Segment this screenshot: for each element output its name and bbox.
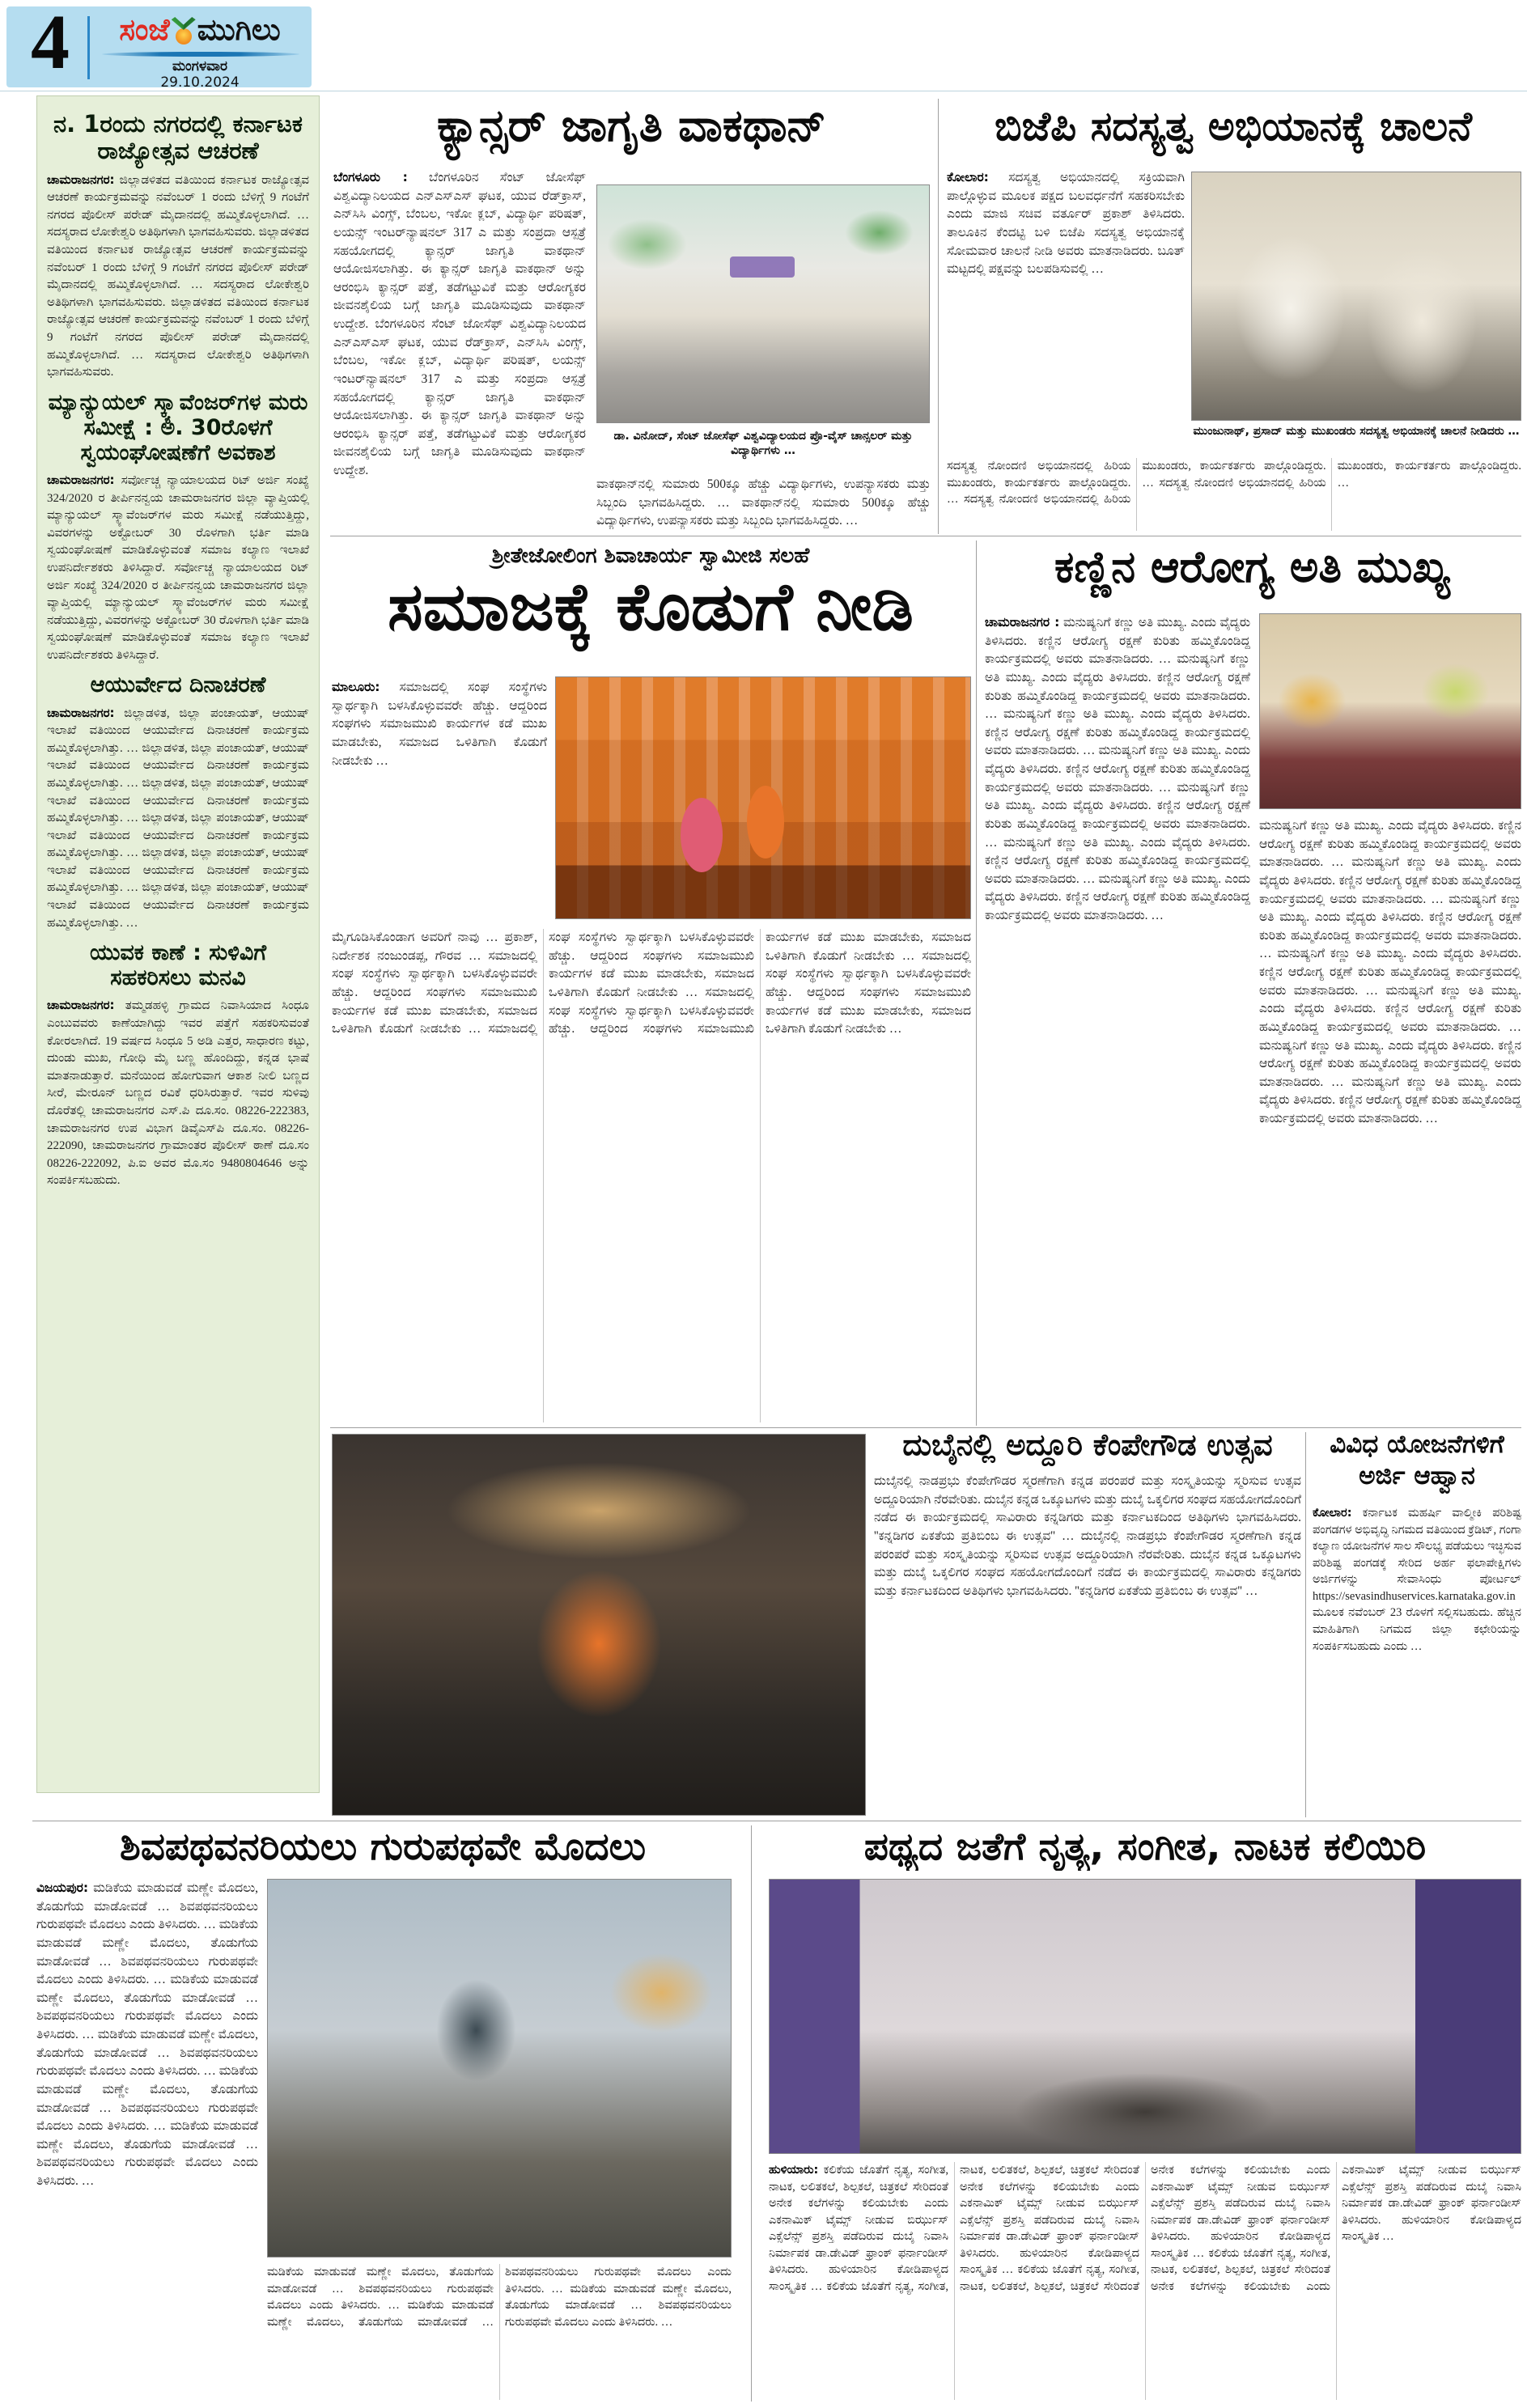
saree-figure: [681, 798, 723, 872]
article-headline: ಯುವಕ ಕಾಣೆ : ಸುಳಿವಿಗೆ ಸಹಕರಿಸಲು ಮನವಿ: [89, 940, 267, 991]
article-scavenger-survey: [47, 390, 309, 665]
dateline: ವಿಜಯಪುರ:: [36, 1880, 89, 1895]
shiva-body-columns: ಮಡಿಕೆಯ ಮಾಡುವಡೆ ಮಣ್ಣೇ ಮೊದಲು, ತೊಡುಗೆಯ ಮಾಡೋವಡೆ … ಶಿವಪಥವನರಿಯಲು ಗುರುಪಥವೇ ಮೊದಲು ಎಂದು ತಿಳಿಸಿದರು. … ಮಡಿಕೆಯ ಮಾಡುವಡೆ ಮಣ್ಣೇ ಮೊದಲು, ತೊಡುಗೆಯ ಮಾಡೋವಡೆ … ಶಿವಪಥವನರಿಯಲು ಗುರುಪಥವೇ ಮೊದಲು ಎಂದು ತಿಳಿಸಿದರು. … ಮಡಿಕೆಯ ಮಾಡುವಡೆ ಮಣ್ಣೇ ಮೊದಲು, ತೊಡುಗೆಯ ಮಾಡೋವಡೆ … ಶಿವಪಥವನರಿಯಲು ಗುರುಪಥವೇ ಮೊದಲು ಎಂದು ತಿಳಿಸಿದರು. …: [267, 2266, 732, 2329]
dubai-photo: [332, 1434, 866, 1816]
dubai-headline: ದುಬೈನಲ್ಲಿ ಅದ್ದೂರಿ ಕೆಂಪೇಗೌಡ ಉತ್ಸವ: [902, 1429, 1273, 1462]
bjp-photo: [1191, 172, 1521, 421]
article-rajyotsava: [47, 111, 309, 382]
article-missing-person: [47, 940, 309, 1190]
edition-day: ಮಂಗಳವಾರ: [172, 58, 228, 74]
bjp-body-more: ಸದಸ್ಯತ್ವ ನೋಂದಣಿ ಅಭಿಯಾನದಲ್ಲಿ ಹಿರಿಯ ಮುಖಂಡರು, ಕಾರ್ಯಕರ್ತರು ಪಾಲ್ಗೊಂಡಿದ್ದರು. … ಸದಸ್ಯತ್ವ ನೋಂದಣಿ ಅಭಿಯಾನದಲ್ಲಿ ಹಿರಿಯ ಮುಖಂಡರು, ಕಾರ್ಯಕರ್ತರು ಪಾಲ್ಗೊಂಡಿದ್ದರು. … ಸದಸ್ಯತ್ವ ನೋಂದಣಿ ಅಭಿಯಾನದಲ್ಲಿ ಹಿರಿಯ ಮುಖಂಡರು, ಕಾರ್ಯಕರ್ತರು ಪಾಲ್ಗೊಂಡಿದ್ದರು. …: [947, 460, 1521, 507]
bjp-headline: ಬಿಜೆಪಿ ಸದಸ್ಯತ್ವ ಅಭಿಯಾನಕ್ಕೆ ಚಾಲನೆ: [994, 105, 1473, 150]
masthead-divider: [87, 16, 90, 79]
article-ayurveda-day: [47, 672, 309, 932]
dateline: ಹುಳಿಯಾರು:: [769, 2164, 819, 2177]
paper-name-black: ಮುಗಿಲು: [197, 12, 281, 47]
column-rule: [976, 541, 977, 1426]
samaja-body-intro: ಮಾಲೂರು: ಸಮಾಜದಲ್ಲಿ ಸಂಘ ಸಂಸ್ಥೆಗಳು ಸ್ವಾರ್ಥಕ್ಕಾಗಿ ಬಳಸಿಕೊಳ್ಳುವವರೇ ಹೆಚ್ಚು. ಆದ್ದರಿಂದ ಸಂಘಗಳು ಸಮಾಜಮುಖಿ ಕಾರ್ಯಗಳ ಕಡೆ ಮುಖ ಮಾಡಬೇಕು, ಸಮಾಜದ ಒಳಿತಿಗಾಗಿ ಕೊಡುಗೆ ನೀಡಬೇಕು …: [332, 680, 547, 768]
cancer-body-more: ವಾಕಥಾನ್‌ನಲ್ಲಿ ಸುಮಾರು 500ಕ್ಕೂ ಹೆಚ್ಚು ವಿದ್ಯಾರ್ಥಿಗಳು, ಉಪನ್ಯಾಸಕರು ಮತ್ತು ಸಿಬ್ಬಂದಿ ಭಾಗವಹಿಸಿದ್ದರು. … ವಾಕಥಾನ್‌ನಲ್ಲಿ ಸುಮಾರು 500ಕ್ಕೂ ಹೆಚ್ಚು ವಿದ್ಯಾರ್ಥಿಗಳು, ಉಪನ್ಯಾಸಕರು ಮತ್ತು ಸಿಬ್ಬಂದಿ ಭಾಗವಹಿಸಿದ್ದರು. …: [596, 477, 931, 528]
yojane-headline: ವಿವಿಧ ಯೋಜನೆಗಳಿಗೆ ಅರ್ಜಿ ಆಹ್ವಾನ: [1330, 1430, 1504, 1490]
cancer-photo: [596, 184, 930, 423]
dubai-body: ದುಬೈನಲ್ಲಿ ನಾಡಪ್ರಭು ಕೆಂಪೇಗೌಡರ ಸ್ಮರಣೆಗಾಗಿ ಕನ್ನಡ ಪರಂಪರೆ ಮತ್ತು ಸಂಸ್ಕೃತಿಯನ್ನು ಸ್ಮರಿಸುವ ಉತ್ಸವ ಅದ್ದೂರಿಯಾಗಿ ನೆರವೇರಿತು. ದುಬೈನ ಕನ್ನಡ ಒಕ್ಕೂಟಗಳು ಮತ್ತು ದುಬೈ ಒಕ್ಕಲಿಗರ ಸಂಘದ ಸಹಯೋಗದೊಂದಿಗೆ ನಡೆದ ಈ ಕಾರ್ಯಕ್ರಮದಲ್ಲಿ ಸಾವಿರಾರು ಕನ್ನಡಿಗರು ಮತ್ತು ಕರ್ನಾಟಕದಿಂದ ಅತಿಥಿಗಳು ಭಾಗವಹಿಸಿದರು. ''ಕನ್ನಡಿಗರ ಏಕತೆಯ ಪ್ರತಿಬಿಂಬ ಈ ಉತ್ಸವ'' … ದುಬೈನಲ್ಲಿ ನಾಡಪ್ರಭು ಕೆಂಪೇಗೌಡರ ಸ್ಮರಣೆಗಾಗಿ ಕನ್ನಡ ಪರಂಪರೆ ಮತ್ತು ಸಂಸ್ಕೃತಿಯನ್ನು ಸ್ಮರಿಸುವ ಉತ್ಸವ ಅದ್ದೂರಿಯಾಗಿ ನೆರವೇರಿತು. ದುಬೈನ ಕನ್ನಡ ಒಕ್ಕೂಟಗಳು ಮತ್ತು ದುಬೈ ಒಕ್ಕಲಿಗರ ಸಂಘದ ಸಹಯೋಗದೊಂದಿಗೆ ನಡೆದ ಈ ಕಾರ್ಯಕ್ರಮದಲ್ಲಿ ಸಾವಿರಾರು ಕನ್ನಡಿಗರು ಮತ್ತು ಕರ್ನಾಟಕದಿಂದ ಅತಿಥಿಗಳು ಭಾಗವಹಿಸಿದರು. ''ಕನ್ನಡಿಗರ ಏಕತೆಯ ಪ್ರತಿಬಿಂಬ ಈ ಉತ್ಸವ'' …: [874, 1474, 1301, 1598]
column-rule: [751, 1825, 752, 2402]
article-headline: ನ. 1ರಂದು ನಗರದಲ್ಲಿ ಕರ್ನಾಟಕ ರಾಜ್ಯೋತ್ಸವ ಆಚರಣೆ: [53, 110, 303, 165]
article-headline: ಮ್ಯಾನ್ಯುಯಲ್ ಸ್ಕ್ಯಾವೆಂಜರ್‌ಗಳ ಮರು ಸಮೀಕ್ಷೆ : ಅ. 30ರೊಳಗೆ ಸ್ವಯಂಘೋಷಣೆಗೆ ಅವಕಾಶ: [48, 389, 308, 465]
left-rail: [36, 95, 320, 1793]
samaja-headline: ಸಮಾಜಕ್ಕೆ ಕೊಡುಗೆ ನೀಡಿ: [388, 573, 914, 646]
dateline: ಬೆಂಗಳೂರು :: [333, 170, 408, 184]
paper-name-red: ಸಂಜೆ: [119, 12, 170, 47]
pathya-photo: [769, 1879, 1521, 2154]
page-number: 4: [31, 0, 70, 85]
article-body: ಚಾಮರಾಜನಗರ: ಸರ್ವೋಚ್ಚ ನ್ಯಾಯಾಲಯದ ರಿಟ್ ಅರ್ಜಿ ಸಂಖ್ಯೆ 324/2020 ರ ತೀರ್ಪಿನನ್ವಯ ಚಾಮರಾಜನಗರ ಜಿಲ್ಲಾ ವ್ಯಾಪ್ತಿಯಲ್ಲಿ ಮ್ಯಾನ್ಯುಯಲ್ ಸ್ಕ್ಯಾವೆಂಜರ್‌ಗಳ ಮರು ಸಮೀಕ್ಷೆ ನಡೆಯುತ್ತಿದ್ದು, ವಿವರಗಳನ್ನು ಅಕ್ಟೋಬರ್ 30 ರೊಳಗಾಗಿ ಭರ್ತಿ ಮಾಡಿ ಸ್ವಯಂಘೋಷಣೆ ಮಾಡಿಕೊಳ್ಳುವಂತೆ ಸಮಾಜ ಕಲ್ಯಾಣ ಇಲಾಖೆ ಉಪನಿರ್ದೇಶಕರು ತಿಳಿಸಿದ್ದಾರೆ. ಸರ್ವೋಚ್ಚ ನ್ಯಾಯಾಲಯದ ರಿಟ್ ಅರ್ಜಿ ಸಂಖ್ಯೆ 324/2020 ರ ತೀರ್ಪಿನನ್ವಯ ಚಾಮರಾಜನಗರ ಜಿಲ್ಲಾ ವ್ಯಾಪ್ತಿಯಲ್ಲಿ ಮ್ಯಾನ್ಯುಯಲ್ ಸ್ಕ್ಯಾವೆಂಜರ್‌ಗಳ ಮರು ಸಮೀಕ್ಷೆ ನಡೆಯುತ್ತಿದ್ದು, ವಿವರಗಳನ್ನು ಅಕ್ಟೋಬರ್ 30 ರೊಳಗಾಗಿ ಭರ್ತಿ ಮಾಡಿ ಸ್ವಯಂಘೋಷಣೆ ಮಾಡಿಕೊಳ್ಳುವಂತೆ ಸಮಾಜ ಕಲ್ಯಾಣ ಇಲಾಖೆ ಉಪನಿರ್ದೇಶಕರು ತಿಳಿಸಿದ್ದಾರೆ.: [47, 472, 309, 662]
bjp-photo-caption: ಮುಂಜುನಾಥ್, ಪ್ರಸಾದ್ ಮತ್ತು ಮುಖಂಡರು ಸದಸ್ಯತ್ವ ಅಭಿಯಾನಕ್ಕೆ ಚಾಲನೆ ನೀಡಿದರು …: [1193, 425, 1520, 438]
dateline: ಮಾಲೂರು:: [332, 680, 380, 694]
cancer-photo-caption: ಡಾ. ವಿನೋದ್, ಸೆಂಟ್ ಜೋಸೆಫ್ ವಿಶ್ವವಿದ್ಯಾಲಯದ ಪ್ರೊ-ವೈಸ್ ಚಾನ್ಸಲರ್ ಮತ್ತು ವಿದ್ಯಾರ್ಥಿಗಳು …: [613, 430, 913, 458]
bjp-body: ಕೋಲಾರ: ಸದಸ್ಯತ್ವ ಅಭಿಯಾನದಲ್ಲಿ ಸಕ್ರಿಯವಾಗಿ ಪಾಲ್ಗೊಳ್ಳುವ ಮೂಲಕ ಪಕ್ಷದ ಬಲವರ್ಧನೆಗೆ ಸಹಕರಿಸಬೇಕು ಎಂದು ಮಾಜಿ ಸಚಿವ ವರ್ತೂರ್ ಪ್ರಕಾಶ್ ತಿಳಿಸಿದರು. ತಾಲೂಕಿನ ಕೆಂದಟ್ಟಿ ಬಳಿ ಬಿಜೆಪಿ ಸದಸ್ಯತ್ವ ಅಭಿಯಾನಕ್ಕೆ ಸೋಮವಾರ ಚಾಲನೆ ನೀಡಿ ಅವರು ಮಾತನಾಡಿದರು. ಬೂತ್ ಮಟ್ಟದಲ್ಲಿ ಪಕ್ಷವನ್ನು ಬಲಪಡಿಸುವಲ್ಲಿ …: [947, 170, 1185, 277]
cancer-headline: ಕ್ಯಾನ್ಸರ್ ಜಾಗೃತಿ ವಾಕಥಾನ್: [437, 102, 826, 151]
article-body: ಚಾಮರಾಜನಗರ: ಜಿಲ್ಲಾಡಳಿತ, ಜಿಲ್ಲಾ ಪಂಚಾಯತ್, ಆಯುಷ್ ಇಲಾಖೆ ವತಿಯಿಂದ ಆಯುರ್ವೇದ ದಿನಾಚರಣೆ ಕಾರ್ಯಕ್ರಮ ಹಮ್ಮಿಕೊಳ್ಳಲಾಗಿತ್ತು. … ಜಿಲ್ಲಾಡಳಿತ, ಜಿಲ್ಲಾ ಪಂಚಾಯತ್, ಆಯುಷ್ ಇಲಾಖೆ ವತಿಯಿಂದ ಆಯುರ್ವೇದ ದಿನಾಚರಣೆ ಕಾರ್ಯಕ್ರಮ ಹಮ್ಮಿಕೊಳ್ಳಲಾಗಿತ್ತು. … ಜಿಲ್ಲಾಡಳಿತ, ಜಿಲ್ಲಾ ಪಂಚಾಯತ್, ಆಯುಷ್ ಇಲಾಖೆ ವತಿಯಿಂದ ಆಯುರ್ವೇದ ದಿನಾಚರಣೆ ಕಾರ್ಯಕ್ರಮ ಹಮ್ಮಿಕೊಳ್ಳಲಾಗಿತ್ತು. … ಜಿಲ್ಲಾಡಳಿತ, ಜಿಲ್ಲಾ ಪಂಚಾಯತ್, ಆಯುಷ್ ಇಲಾಖೆ ವತಿಯಿಂದ ಆಯುರ್ವೇದ ದಿನಾಚರಣೆ ಕಾರ್ಯಕ್ರಮ ಹಮ್ಮಿಕೊಳ್ಳಲಾಗಿತ್ತು. … ಜಿಲ್ಲಾಡಳಿತ, ಜಿಲ್ಲಾ ಪಂಚಾಯತ್, ಆಯುಷ್ ಇಲಾಖೆ ವತಿಯಿಂದ ಆಯುರ್ವೇದ ದಿನಾಚರಣೆ ಕಾರ್ಯಕ್ರಮ ಹಮ್ಮಿಕೊಳ್ಳಲಾಗಿತ್ತು. … ಜಿಲ್ಲಾಡಳಿತ, ಜಿಲ್ಲಾ ಪಂಚಾಯತ್, ಆಯುಷ್ ಇಲಾಖೆ ವತಿಯಿಂದ ಆಯುರ್ವೇದ ದಿನಾಚರಣೆ ಕಾರ್ಯಕ್ರಮ ಹಮ್ಮಿಕೊಳ್ಳಲಾಗಿತ್ತು. …: [47, 705, 309, 930]
dateline: ಚಾಮರಾಜನಗರ:: [47, 705, 115, 720]
eye-body-col1: ಚಾಮರಾಜನಗರ : ಮನುಷ್ಯನಿಗೆ ಕಣ್ಣು ಅತಿ ಮುಖ್ಯ. ಎಂದು ವೈದ್ಯರು ತಿಳಿಸಿದರು. ಕಣ್ಣಿನ ಆರೋಗ್ಯ ರಕ್ಷಣೆ ಕುರಿತು ಹಮ್ಮಿಕೊಂಡಿದ್ದ ಕಾರ್ಯಕ್ರಮದಲ್ಲಿ ಅವರು ಮಾತನಾಡಿದರು. … ಮನುಷ್ಯನಿಗೆ ಕಣ್ಣು ಅತಿ ಮುಖ್ಯ. ಎಂದು ವೈದ್ಯರು ತಿಳಿಸಿದರು. ಕಣ್ಣಿನ ಆರೋಗ್ಯ ರಕ್ಷಣೆ ಕುರಿತು ಹಮ್ಮಿಕೊಂಡಿದ್ದ ಕಾರ್ಯಕ್ರಮದಲ್ಲಿ ಅವರು ಮಾತನಾಡಿದರು. … ಮನುಷ್ಯನಿಗೆ ಕಣ್ಣು ಅತಿ ಮುಖ್ಯ. ಎಂದು ವೈದ್ಯರು ತಿಳಿಸಿದರು. ಕಣ್ಣಿನ ಆರೋಗ್ಯ ರಕ್ಷಣೆ ಕುರಿತು ಹಮ್ಮಿಕೊಂಡಿದ್ದ ಕಾರ್ಯಕ್ರಮದಲ್ಲಿ ಅವರು ಮಾತನಾಡಿದರು. … ಮನುಷ್ಯನಿಗೆ ಕಣ್ಣು ಅತಿ ಮುಖ್ಯ. ಎಂದು ವೈದ್ಯರು ತಿಳಿಸಿದರು. ಕಣ್ಣಿನ ಆರೋಗ್ಯ ರಕ್ಷಣೆ ಕುರಿತು ಹಮ್ಮಿಕೊಂಡಿದ್ದ ಕಾರ್ಯಕ್ರಮದಲ್ಲಿ ಅವರು ಮಾತನಾಡಿದರು. … ಮನುಷ್ಯನಿಗೆ ಕಣ್ಣು ಅತಿ ಮುಖ್ಯ. ಎಂದು ವೈದ್ಯರು ತಿಳಿಸಿದರು. ಕಣ್ಣಿನ ಆರೋಗ್ಯ ರಕ್ಷಣೆ ಕುರಿತು ಹಮ್ಮಿಕೊಂಡಿದ್ದ ಕಾರ್ಯಕ್ರಮದಲ್ಲಿ ಅವರು ಮಾತನಾಡಿದರು. … ಮನುಷ್ಯನಿಗೆ ಕಣ್ಣು ಅತಿ ಮುಖ್ಯ. ಎಂದು ವೈದ್ಯರು ತಿಳಿಸಿದರು. ಕಣ್ಣಿನ ಆರೋಗ್ಯ ರಕ್ಷಣೆ ಕುರಿತು ಹಮ್ಮಿಕೊಂಡಿದ್ದ ಕಾರ್ಯಕ್ರಮದಲ್ಲಿ ಅವರು ಮಾತನಾಡಿದರು. … ಮನುಷ್ಯನಿಗೆ ಕಣ್ಣು ಅತಿ ಮುಖ್ಯ. ಎಂದು ವೈದ್ಯರು ತಿಳಿಸಿದರು. ಕಣ್ಣಿನ ಆರೋಗ್ಯ ರಕ್ಷಣೆ ಕುರಿತು ಹಮ್ಮಿಕೊಂಡಿದ್ದ ಕಾರ್ಯಕ್ರಮದಲ್ಲಿ ಅವರು ಮಾತನಾಡಿದರು. …: [985, 615, 1250, 922]
column-rule: [1305, 1432, 1306, 1817]
section-rule: [330, 1427, 1521, 1428]
eye-body-col2: ಮನುಷ್ಯನಿಗೆ ಕಣ್ಣು ಅತಿ ಮುಖ್ಯ. ಎಂದು ವೈದ್ಯರು ತಿಳಿಸಿದರು. ಕಣ್ಣಿನ ಆರೋಗ್ಯ ರಕ್ಷಣೆ ಕುರಿತು ಹಮ್ಮಿಕೊಂಡಿದ್ದ ಕಾರ್ಯಕ್ರಮದಲ್ಲಿ ಅವರು ಮಾತನಾಡಿದರು. … ಮನುಷ್ಯನಿಗೆ ಕಣ್ಣು ಅತಿ ಮುಖ್ಯ. ಎಂದು ವೈದ್ಯರು ತಿಳಿಸಿದರು. ಕಣ್ಣಿನ ಆರೋಗ್ಯ ರಕ್ಷಣೆ ಕುರಿತು ಹಮ್ಮಿಕೊಂಡಿದ್ದ ಕಾರ್ಯಕ್ರಮದಲ್ಲಿ ಅವರು ಮಾತನಾಡಿದರು. … ಮನುಷ್ಯನಿಗೆ ಕಣ್ಣು ಅತಿ ಮುಖ್ಯ. ಎಂದು ವೈದ್ಯರು ತಿಳಿಸಿದರು. ಕಣ್ಣಿನ ಆರೋಗ್ಯ ರಕ್ಷಣೆ ಕುರಿತು ಹಮ್ಮಿಕೊಂಡಿದ್ದ ಕಾರ್ಯಕ್ರಮದಲ್ಲಿ ಅವರು ಮಾತನಾಡಿದರು. … ಮನುಷ್ಯನಿಗೆ ಕಣ್ಣು ಅತಿ ಮುಖ್ಯ. ಎಂದು ವೈದ್ಯರು ತಿಳಿಸಿದರು. ಕಣ್ಣಿನ ಆರೋಗ್ಯ ರಕ್ಷಣೆ ಕುರಿತು ಹಮ್ಮಿಕೊಂಡಿದ್ದ ಕಾರ್ಯಕ್ರಮದಲ್ಲಿ ಅವರು ಮಾತನಾಡಿದರು. … ಮನುಷ್ಯನಿಗೆ ಕಣ್ಣು ಅತಿ ಮುಖ್ಯ. ಎಂದು ವೈದ್ಯರು ತಿಳಿಸಿದರು. ಕಣ್ಣಿನ ಆರೋಗ್ಯ ರಕ್ಷಣೆ ಕುರಿತು ಹಮ್ಮಿಕೊಂಡಿದ್ದ ಕಾರ್ಯಕ್ರಮದಲ್ಲಿ ಅವರು ಮಾತನಾಡಿದರು. … ಮನುಷ್ಯನಿಗೆ ಕಣ್ಣು ಅತಿ ಮುಖ್ಯ. ಎಂದು ವೈದ್ಯರು ತಿಳಿಸಿದರು. ಕಣ್ಣಿನ ಆರೋಗ್ಯ ರಕ್ಷಣೆ ಕುರಿತು ಹಮ್ಮಿಕೊಂಡಿದ್ದ ಕಾರ್ಯಕ್ರಮದಲ್ಲಿ ಅವರು ಮಾತನಾಡಿದರು. … ಮನುಷ್ಯನಿಗೆ ಕಣ್ಣು ಅತಿ ಮುಖ್ಯ. ಎಂದು ವೈದ್ಯರು ತಿಳಿಸಿದರು. ಕಣ್ಣಿನ ಆರೋಗ್ಯ ರಕ್ಷಣೆ ಕುರಿತು ಹಮ್ಮಿಕೊಂಡಿದ್ದ ಕಾರ್ಯಕ್ರಮದಲ್ಲಿ ಅವರು ಮಾತನಾಡಿದರು. …: [1259, 819, 1521, 1126]
shiva-headline: ಶಿವಪಥವನರಿಯಲು ಗುರುಪಥವೇ ಮೊದಲು: [119, 1827, 647, 1869]
dateline: ಚಾಮರಾಜನಗರ:: [47, 998, 115, 1013]
samaja-body-columns: ಮೈಗೂಡಿಸಿಕೊಂಡಾಗ ಅವರಿಗೆ ನಾವು … ಪ್ರಕಾಶ್, ನಿರ್ದೇಶಕ ನಂಜುಂಡಪ್ಪ, ಗೌರವ … ಸಮಾಜದಲ್ಲಿ ಸಂಘ ಸಂಸ್ಥೆಗಳು ಸ್ವಾರ್ಥಕ್ಕಾಗಿ ಬಳಸಿಕೊಳ್ಳುವವರೇ ಹೆಚ್ಚು. ಆದ್ದರಿಂದ ಸಂಘಗಳು ಸಮಾಜಮುಖಿ ಕಾರ್ಯಗಳ ಕಡೆ ಮುಖ ಮಾಡಬೇಕು, ಸಮಾಜದ ಒಳಿತಿಗಾಗಿ ಕೊಡುಗೆ ನೀಡಬೇಕು … ಸಮಾಜದಲ್ಲಿ ಸಂಘ ಸಂಸ್ಥೆಗಳು ಸ್ವಾರ್ಥಕ್ಕಾಗಿ ಬಳಸಿಕೊಳ್ಳುವವರೇ ಹೆಚ್ಚು. ಆದ್ದರಿಂದ ಸಂಘಗಳು ಸಮಾಜಮುಖಿ ಕಾರ್ಯಗಳ ಕಡೆ ಮುಖ ಮಾಡಬೇಕು, ಸಮಾಜದ ಒಳಿತಿಗಾಗಿ ಕೊಡುಗೆ ನೀಡಬೇಕು … ಸಮಾಜದಲ್ಲಿ ಸಂಘ ಸಂಸ್ಥೆಗಳು ಸ್ವಾರ್ಥಕ್ಕಾಗಿ ಬಳಸಿಕೊಳ್ಳುವವರೇ ಹೆಚ್ಚು. ಆದ್ದರಿಂದ ಸಂಘಗಳು ಸಮಾಜಮುಖಿ ಕಾರ್ಯಗಳ ಕಡೆ ಮುಖ ಮಾಡಬೇಕು, ಸಮಾಜದ ಒಳಿತಿಗಾಗಿ ಕೊಡುಗೆ ನೀಡಬೇಕು … ಸಮಾಜದಲ್ಲಿ ಸಂಘ ಸಂಸ್ಥೆಗಳು ಸ್ವಾರ್ಥಕ್ಕಾಗಿ ಬಳಸಿಕೊಳ್ಳುವವರೇ ಹೆಚ್ಚು. ಆದ್ದರಿಂದ ಸಂಘಗಳು ಸಮಾಜಮುಖಿ ಕಾರ್ಯಗಳ ಕಡೆ ಮುಖ ಮಾಡಬೇಕು, ಸಮಾಜದ ಒಳಿತಿಗಾಗಿ ಕೊಡುಗೆ ನೀಡಬೇಕು …: [332, 931, 971, 1037]
pathya-headline: ಪಥ್ಯದ ಜತೆಗೆ ನೃತ್ಯ, ಸಂಗೀತ, ನಾಟಕ ಕಲಿಯಿರಿ: [863, 1827, 1427, 1869]
column-rule: [938, 99, 939, 534]
paper-logo: [94, 11, 306, 49]
shiva-photo: [267, 1879, 732, 2258]
article-body: ಚಾಮರಾಜನಗರ: ಜಿಲ್ಲಾಡಳಿತದ ವತಿಯಿಂದ ಕರ್ನಾಟಕ ರಾಜ್ಯೋತ್ಸವ ಆಚರಣೆ ಕಾರ್ಯಕ್ರಮವನ್ನು ನವೆಂಬರ್ 1 ರಂದು ಬೆಳಿಗ್ಗೆ 9 ಗಂಟೆಗೆ ನಗರದ ಪೊಲೀಸ್ ಪರೇಡ್ ಮೈದಾನದಲ್ಲಿ ಹಮ್ಮಿಕೊಳ್ಳಲಾಗಿದೆ. … ಸದಸ್ಯರಾದ ಲೋಕೇಶ್ವರಿ ಅತಿಥಿಗಳಾಗಿ ಭಾಗವಹಿಸುವರು. ಜಿಲ್ಲಾಡಳಿತದ ವತಿಯಿಂದ ಕರ್ನಾಟಕ ರಾಜ್ಯೋತ್ಸವ ಆಚರಣೆ ಕಾರ್ಯಕ್ರಮವನ್ನು ನವೆಂಬರ್ 1 ರಂದು ಬೆಳಿಗ್ಗೆ 9 ಗಂಟೆಗೆ ನಗರದ ಪೊಲೀಸ್ ಪರೇಡ್ ಮೈದಾನದಲ್ಲಿ ಹಮ್ಮಿಕೊಳ್ಳಲಾಗಿದೆ. … ಸದಸ್ಯರಾದ ಲೋಕೇಶ್ವರಿ ಅತಿಥಿಗಳಾಗಿ ಭಾಗವಹಿಸುವರು. ಜಿಲ್ಲಾಡಳಿತದ ವತಿಯಿಂದ ಕರ್ನಾಟಕ ರಾಜ್ಯೋತ್ಸವ ಆಚರಣೆ ಕಾರ್ಯಕ್ರಮವನ್ನು ನವೆಂಬರ್ 1 ರಂದು ಬೆಳಿಗ್ಗೆ 9 ಗಂಟೆಗೆ ನಗರದ ಪೊಲೀಸ್ ಪರೇಡ್ ಮೈದಾನದಲ್ಲಿ ಹಮ್ಮಿಕೊಳ್ಳಲಾಗಿದೆ. … ಸದಸ್ಯರಾದ ಲೋಕೇಶ್ವರಿ ಅತಿಥಿಗಳಾಗಿ ಭಾಗವಹಿಸುವರು.: [47, 172, 309, 379]
masthead: [6, 0, 312, 91]
palm-sun-logo-icon: [170, 17, 197, 45]
dateline: ಚಾಮರಾಜನಗರ:: [47, 472, 115, 487]
dateline: ಕೋಲಾರ:: [947, 170, 989, 184]
dateline: ಕೋಲಾರ:: [1313, 1507, 1352, 1520]
logo-underline: [102, 52, 299, 57]
lamp-figure: [747, 786, 784, 858]
dateline: ಚಾಮರಾಜನಗರ :: [985, 615, 1060, 630]
article-headline: ಆಯುರ್ವೇದ ದಿನಾಚರಣೆ: [90, 672, 266, 698]
edition-date: 29.10.2024: [160, 74, 240, 91]
article-body: ಚಾಮರಾಜನಗರ: ತಮ್ಮಡಹಳ್ಳಿ ಗ್ರಾಮದ ನಿವಾಸಿಯಾದ ಸಿಂಧೂ ಎಂಬುವವರು ಕಾಣೆಯಾಗಿದ್ದು ಇವರ ಪತ್ತೆಗೆ ಸಹಕರಿಸುವಂತೆ ಕೋರಲಾಗಿದೆ. 19 ವರ್ಷದ ಸಿಂಧೂ 5 ಅಡಿ ಎತ್ತರ, ಸಾಧಾರಣ ಕಟ್ಟು, ದುಂಡು ಮುಖ, ಗೋಧಿ ಮೈ ಬಣ್ಣ ಹೊಂದಿದ್ದು, ಕನ್ನಡ ಭಾಷೆ ಮಾತನಾಡುತ್ತಾರೆ. ಮನೆಯಿಂದ ಹೋಗುವಾಗ ಆಕಾಶ ನೀಲಿ ಬಣ್ಣದ ಸೀರೆ, ಮೇರೂನ್ ಬಣ್ಣದ ರವಿಕೆ ಧರಿಸಿರುತ್ತಾರೆ. ಇವರ ಸುಳಿವು ದೊರೆತಲ್ಲಿ ಚಾಮರಾಜನಗರ ಎಸ್.ಪಿ ದೂ.ಸಂ. 08226-222383, ಚಾಮರಾಜನಗರ ಉಪ ವಿಭಾಗ ಡಿವೈಎಸ್‌ಪಿ ದೂ.ಸಂ. 08226-222090, ಚಾಮರಾಜನಗರ ಗ್ರಾಮಾಂತರ ಪೊಲೀಸ್ ಠಾಣೆ ದೂ.ಸಂ 08226-222092, ಪಿ.ಐ ಅವರ ಮೊ.ಸಂ 9480804646 ಅನ್ನು ಸಂಪರ್ಕಿಸಬಹುದು.: [47, 998, 309, 1188]
samaja-kicker: ಶ್ರೀತೇಜೋಲಿಂಗ ಶಿವಾಚಾರ್ಯ ಸ್ವಾಮೀಜಿ ಸಲಹೆ: [491, 544, 810, 568]
cancer-body: ಬೆಂಗಳೂರು : ಬೆಂಗಳೂರಿನ ಸೆಂಟ್ ಜೋಸೆಫ್ ವಿಶ್ವವಿದ್ಯಾನಿಲಯದ ಎನ್‌ಎಸ್‌ಎಸ್ ಘಟಕ, ಯುವ ರೆಡ್‌ಕ್ರಾಸ್, ಎನ್‌ಸಿಸಿ ವಿಂಗ್ಸ್, ಬೆಂಬಲ, ಇಕೋ ಕ್ಲಬ್, ವಿದ್ಯಾರ್ಥಿ ಪರಿಷತ್, ಲಯನ್ಸ್ ಇಂಟರ್‌ನ್ಯಾಷನಲ್ 317 ಎ ಮತ್ತು ಸಂಪ್ರದಾ ಆಸ್ಪತ್ರೆ ಸಹಯೋಗದಲ್ಲಿ ಕ್ಯಾನ್ಸರ್ ಜಾಗೃತಿ ವಾಕಥಾನ್ ಆಯೋಜಿಸಲಾಗಿತ್ತು. ಈ ಕ್ಯಾನ್ಸರ್ ಜಾಗೃತಿ ವಾಕಥಾನ್ ಅನ್ನು ಆರಂಭಿಸಿ ಕ್ಯಾನ್ಸರ್ ಪತ್ತೆ, ತಡೆಗಟ್ಟುವಿಕೆ ಮತ್ತು ಆರೋಗ್ಯಕರ ಜೀವನಶೈಲಿಯ ಬಗ್ಗೆ ಜಾಗೃತಿ ಮೂಡಿಸುವುದು ವಾಕಥಾನ್ ಉದ್ದೇಶ. ಬೆಂಗಳೂರಿನ ಸೆಂಟ್ ಜೋಸೆಫ್ ವಿಶ್ವವಿದ್ಯಾನಿಲಯದ ಎನ್‌ಎಸ್‌ಎಸ್ ಘಟಕ, ಯುವ ರೆಡ್‌ಕ್ರಾಸ್, ಎನ್‌ಸಿಸಿ ವಿಂಗ್ಸ್, ಬೆಂಬಲ, ಇಕೋ ಕ್ಲಬ್, ವಿದ್ಯಾರ್ಥಿ ಪರಿಷತ್, ಲಯನ್ಸ್ ಇಂಟರ್‌ನ್ಯಾಷನಲ್ 317 ಎ ಮತ್ತು ಸಂಪ್ರದಾ ಆಸ್ಪತ್ರೆ ಸಹಯೋಗದಲ್ಲಿ ಕ್ಯಾನ್ಸರ್ ಜಾಗೃತಿ ವಾಕಥಾನ್ ಆಯೋಜಿಸಲಾಗಿತ್ತು. ಈ ಕ್ಯಾನ್ಸರ್ ಜಾಗೃತಿ ವಾಕಥಾನ್ ಅನ್ನು ಆರಂಭಿಸಿ ಕ್ಯಾನ್ಸರ್ ಪತ್ತೆ, ತಡೆಗಟ್ಟುವಿಕೆ ಮತ್ತು ಆರೋಗ್ಯಕರ ಜೀವನಶೈಲಿಯ ಬಗ್ಗೆ ಜಾಗೃತಿ ಮೂಡಿಸುವುದು ವಾಕಥಾನ್ ಉದ್ದೇಶ.: [333, 170, 586, 477]
pathya-body-columns: ಹುಳಿಯಾರು: ಕಲಿಕೆಯ ಜೊತೆಗೆ ನೃತ್ಯ, ಸಂಗೀತ, ನಾಟಕ, ಲಲಿತಕಲೆ, ಶಿಲ್ಪಕಲೆ, ಚಿತ್ರಕಲೆ ಸೇರಿದಂತೆ ಅನೇಕ ಕಲೆಗಳನ್ನು ಕಲಿಯಬೇಕು ಎಂದು ಎಕನಾಮಿಕ್ ಟೈಮ್ಸ್ ನೀಡುವ ಬಿರ್ಝುಸ್ ಎಕ್ಸೆಲೆನ್ಸ್ ಪ್ರಶಸ್ತಿ ಪಡೆದಿರುವ ದುಬೈ ನಿವಾಸಿ ನಿರ್ಮಾಪಕ ಡಾ.ಡೇವಿಡ್ ಫ್ರಾಂಕ್ ಫರ್ನಾಂಡೀಸ್ ತಿಳಿಸಿದರು. ಹುಳಿಯಾರಿನ ಕೋಡಿಪಾಳ್ಯದ ಸಾಂಸ್ಕೃತಿಕ … ಕಲಿಕೆಯ ಜೊತೆಗೆ ನೃತ್ಯ, ಸಂಗೀತ, ನಾಟಕ, ಲಲಿತಕಲೆ, ಶಿಲ್ಪಕಲೆ, ಚಿತ್ರಕಲೆ ಸೇರಿದಂತೆ ಅನೇಕ ಕಲೆಗಳನ್ನು ಕಲಿಯಬೇಕು ಎಂದು ಎಕನಾಮಿಕ್ ಟೈಮ್ಸ್ ನೀಡುವ ಬಿರ್ಝುಸ್ ಎಕ್ಸೆಲೆನ್ಸ್ ಪ್ರಶಸ್ತಿ ಪಡೆದಿರುವ ದುಬೈ ನಿವಾಸಿ ನಿರ್ಮಾಪಕ ಡಾ.ಡೇವಿಡ್ ಫ್ರಾಂಕ್ ಫರ್ನಾಂಡೀಸ್ ತಿಳಿಸಿದರು. ಹುಳಿಯಾರಿನ ಕೋಡಿಪಾಳ್ಯದ ಸಾಂಸ್ಕೃತಿಕ … ಕಲಿಕೆಯ ಜೊತೆಗೆ ನೃತ್ಯ, ಸಂಗೀತ, ನಾಟಕ, ಲಲಿತಕಲೆ, ಶಿಲ್ಪಕಲೆ, ಚಿತ್ರಕಲೆ ಸೇರಿದಂತೆ ಅನೇಕ ಕಲೆಗಳನ್ನು ಕಲಿಯಬೇಕು ಎಂದು ಎಕನಾಮಿಕ್ ಟೈಮ್ಸ್ ನೀಡುವ ಬಿರ್ಝುಸ್ ಎಕ್ಸೆಲೆನ್ಸ್ ಪ್ರಶಸ್ತಿ ಪಡೆದಿರುವ ದುಬೈ ನಿವಾಸಿ ನಿರ್ಮಾಪಕ ಡಾ.ಡೇವಿಡ್ ಫ್ರಾಂಕ್ ಫರ್ನಾಂಡೀಸ್ ತಿಳಿಸಿದರು. ಹುಳಿಯಾರಿನ ಕೋಡಿಪಾಳ್ಯದ ಸಾಂಸ್ಕೃತಿಕ … ಕಲಿಕೆಯ ಜೊತೆಗೆ ನೃತ್ಯ, ಸಂಗೀತ, ನಾಟಕ, ಲಲಿತಕಲೆ, ಶಿಲ್ಪಕಲೆ, ಚಿತ್ರಕಲೆ ಸೇರಿದಂತೆ ಅನೇಕ ಕಲೆಗಳನ್ನು ಕಲಿಯಬೇಕು ಎಂದು ಎಕನಾಮಿಕ್ ಟೈಮ್ಸ್ ನೀಡುವ ಬಿರ್ಝುಸ್ ಎಕ್ಸೆಲೆನ್ಸ್ ಪ್ರಶಸ್ತಿ ಪಡೆದಿರುವ ದುಬೈ ನಿವಾಸಿ ನಿರ್ಮಾಪಕ ಡಾ.ಡೇವಿಡ್ ಫ್ರಾಂಕ್ ಫರ್ನಾಂಡೀಸ್ ತಿಳಿಸಿದರು. ಹುಳಿಯಾರಿನ ಕೋಡಿಪಾಳ್ಯದ ಸಾಂಸ್ಕೃತಿಕ …: [769, 2164, 1521, 2294]
eye-headline: ಕಣ್ಣಿನ ಆರೋಗ್ಯ ಅತಿ ಮುಖ್ಯ: [1054, 544, 1451, 592]
samaja-photo: [555, 676, 971, 919]
eye-photo: [1259, 613, 1521, 809]
banner-in-photo: [730, 256, 795, 278]
shiva-body-col1: ವಿಜಯಪುರ: ಮಡಿಕೆಯ ಮಾಡುವಡೆ ಮಣ್ಣೇ ಮೊದಲು, ತೊಡುಗೆಯ ಮಾಡೋವಡೆ … ಶಿವಪಥವನರಿಯಲು ಗುರುಪಥವೇ ಮೊದಲು ಎಂದು ತಿಳಿಸಿದರು. … ಮಡಿಕೆಯ ಮಾಡುವಡೆ ಮಣ್ಣೇ ಮೊದಲು, ತೊಡುಗೆಯ ಮಾಡೋವಡೆ … ಶಿವಪಥವನರಿಯಲು ಗುರುಪಥವೇ ಮೊದಲು ಎಂದು ತಿಳಿಸಿದರು. … ಮಡಿಕೆಯ ಮಾಡುವಡೆ ಮಣ್ಣೇ ಮೊದಲು, ತೊಡುಗೆಯ ಮಾಡೋವಡೆ … ಶಿವಪಥವನರಿಯಲು ಗುರುಪಥವೇ ಮೊದಲು ಎಂದು ತಿಳಿಸಿದರು. … ಮಡಿಕೆಯ ಮಾಡುವಡೆ ಮಣ್ಣೇ ಮೊದಲು, ತೊಡುಗೆಯ ಮಾಡೋವಡೆ … ಶಿವಪಥವನರಿಯಲು ಗುರುಪಥವೇ ಮೊದಲು ಎಂದು ತಿಳಿಸಿದರು. … ಮಡಿಕೆಯ ಮಾಡುವಡೆ ಮಣ್ಣೇ ಮೊದಲು, ತೊಡುಗೆಯ ಮಾಡೋವಡೆ … ಶಿವಪಥವನರಿಯಲು ಗುರುಪಥವೇ ಮೊದಲು ಎಂದು ತಿಳಿಸಿದರು. … ಮಡಿಕೆಯ ಮಾಡುವಡೆ ಮಣ್ಣೇ ಮೊದಲು, ತೊಡುಗೆಯ ಮಾಡೋವಡೆ … ಶಿವಪಥವನರಿಯಲು ಗುರುಪಥವೇ ಮೊದಲು ಎಂದು ತಿಳಿಸಿದರು. …: [36, 1880, 258, 2188]
dateline: ಚಾಮರಾಜನಗರ:: [47, 172, 115, 187]
yojane-body: ಕೋಲಾರ: ಕರ್ನಾಟಕ ಮಹರ್ಷಿ ವಾಲ್ಮೀಕಿ ಪರಿಶಿಷ್ಟ ಪಂಗಡಗಳ ಅಭಿವೃದ್ಧಿ ನಿಗಮದ ವತಿಯಿಂದ ಕ್ರೆಡಿಟ್, ಗಂಗಾ ಕಲ್ಯಾಣ ಯೋಜನೆಗಳ ಸಾಲ ಸೌಲಭ್ಯ ಪಡೆಯಲು ಇಚ್ಛಿಸುವ ಪರಿಶಿಷ್ಟ ಪಂಗಡಕ್ಕೆ ಸೇರಿದ ಅರ್ಹ ಫಲಾಪೇಕ್ಷಿಗಳು ಅರ್ಜಿಗಳನ್ನು ಸೇವಾಸಿಂಧು ಪೋರ್ಟಲ್ https://sevasindhuservices.karnataka.gov.in ಮೂಲಕ ನವೆಂಬರ್ 23 ರೊಳಗೆ ಸಲ್ಲಿಸಬಹುದು. ಹೆಚ್ಚಿನ ಮಾಹಿತಿಗಾಗಿ ನಿಗಮದ ಜಿಲ್ಲಾ ಕಛೇರಿಯನ್ನು ಸಂಪರ್ಕಿಸಬಹುದು ಎಂದು …: [1313, 1507, 1521, 1653]
